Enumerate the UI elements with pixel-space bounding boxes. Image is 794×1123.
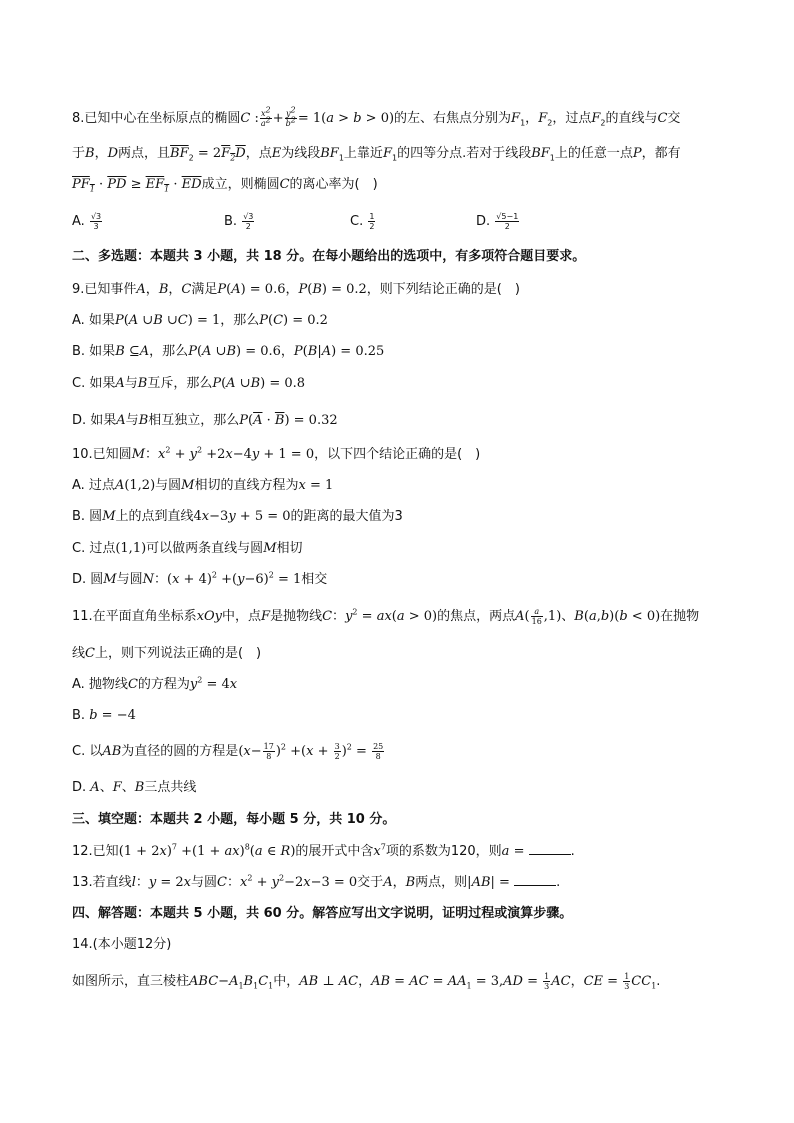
q10-option-c[interactable]: C. 过点(1,1)可以做两条直线与圆M相切 <box>72 541 303 556</box>
q11-option-b[interactable]: B. b = −4 <box>72 708 136 723</box>
q10-option-d[interactable]: D. 圆M与圆N：$(x + 4)^2 +(y-6)^2 = 1$相交 <box>72 570 328 587</box>
q8-line-2: 于B，D两点，且$\overline{BF}_2 = 2F_2D$，点E为线段$BF_1$上靠近$F_1$的四等分点.若对于线段$BF_1$上的任意一点P，都有 <box>72 146 681 163</box>
q11-option-d[interactable]: D. A、F、B三点共线 <box>72 780 197 795</box>
q10-option-b[interactable]: B. 圆M上的点到直线4x−3y + 5 = 0的距离的最大值为3 <box>72 509 403 524</box>
q8-options <box>72 212 732 231</box>
q13-answer-blank[interactable] <box>514 873 556 886</box>
q8-text: 8.已知中心在坐标原点的椭圆 <box>72 111 241 126</box>
q9-option-b[interactable]: B. 如果B ⊆A，那么P(A ∪B) = 0.6，P(B|A) = 0.25 <box>72 344 385 359</box>
section-4-heading: 四、解答题：本题共 5 小题，共 60 分。解答应写出文字说明，证明过程或演算步骤。 <box>72 906 573 921</box>
q11-option-a[interactable]: A. 抛物线C的方程为$y^2 = 4x$ <box>72 675 238 692</box>
q8-option-c[interactable]: C. $\frac{1}{2}$ <box>350 212 375 231</box>
q8-option-b[interactable]: B. $\frac{√3}{2}$ <box>224 212 254 231</box>
q10-option-a[interactable]: A. 过点A(1,2)与圆M相切的直线方程为x = 1 <box>72 478 334 493</box>
q8-option-d[interactable]: D. $\frac{√5-1}{2}$ <box>476 212 519 231</box>
q14-header: 14.(本小题12分) <box>72 937 172 952</box>
section-2-heading: 二、多选题：本题共 3 小题，共 18 分。在每小题给出的选项中，有多项符合题目要求。 <box>72 249 586 264</box>
q9-option-c[interactable]: C. 如果A与B互斥，那么P(A ∪B) = 0.8 <box>72 376 306 391</box>
q8-line-1: 8.已知中心在坐标原点的椭圆C : $\frac{x^2}{a^2}$ + $\frac{y^2}{b^2}$ = 1(a > b > 0)的左、右焦点分别为$F_1$，$F_2$，过点$F_2$的直线与C交 <box>72 105 681 128</box>
q11-option-c[interactable]: C. 以AB为直径的圆的方程是(x− $\frac{17}{8}$ )$^2$ +(x + $\frac{3}{2}$ )$^2$ = $\frac{25}{8}$ <box>72 742 384 761</box>
q8-line-3: $PF_1 \cdot \overline{PD} \ge EF_1 \cdot \overline{ED}$成立，则椭圆C的离心率为( ) <box>72 177 378 194</box>
q11-line-2: 线C上，则下列说法正确的是( ) <box>72 646 262 661</box>
q10-stem: 10.已知圆M：$x^2 + y^2 +2x-4y + 1 = 0$，以下四个结论正确的是( ) <box>72 445 481 462</box>
q12-answer-blank[interactable] <box>529 842 571 855</box>
q9-stem: 9.已知事件A，B，C满足P(A) = 0.6，P(B) = 0.2，则下列结论正确的是( ) <box>72 282 520 297</box>
q12: 12.已知$(1 + 2x)^7 +(1 + ax)^8(a$ ∈ R)的展开式中含$x^7$项的系数为120，则a = . <box>72 842 575 859</box>
q13: 13.若直线l：y = 2x与圆C：$x^2 + y^2-2x-3 = 0$交于A，B两点，则|AB| = . <box>72 873 561 890</box>
q9-option-d[interactable]: D. 如果A与B相互独立，那么$P(\overline{A} \cdot \overline{B}) = 0.32$ <box>72 413 338 428</box>
q14-stem: 如图所示，直三棱柱$ABC-A_1B_1C_1$中，AB ⊥ AC，AB = AC = $AA_1 = 3,AD$ = $\frac{1}{3}$ AC，CE = $\frac{1}{3}$ $CC_1$. <box>72 972 661 991</box>
q11-line-1: 11.在平面直角坐标系xOy中，点F是抛物线C：$y^2 = ax(a > 0)$的焦点，两点A( $\frac{a}{16}$ ,1)、B(a,b)(b < 0)在抛物 <box>72 607 700 626</box>
section-3-heading: 三、填空题：本题共 2 小题，每小题 5 分，共 10 分。 <box>72 812 396 827</box>
q8-option-a[interactable]: A. $\frac{√3}{3}$ <box>72 212 102 231</box>
q9-option-a[interactable]: A. 如果P(A ∪B ∪C) = 1，那么P(C) = 0.2 <box>72 313 328 328</box>
